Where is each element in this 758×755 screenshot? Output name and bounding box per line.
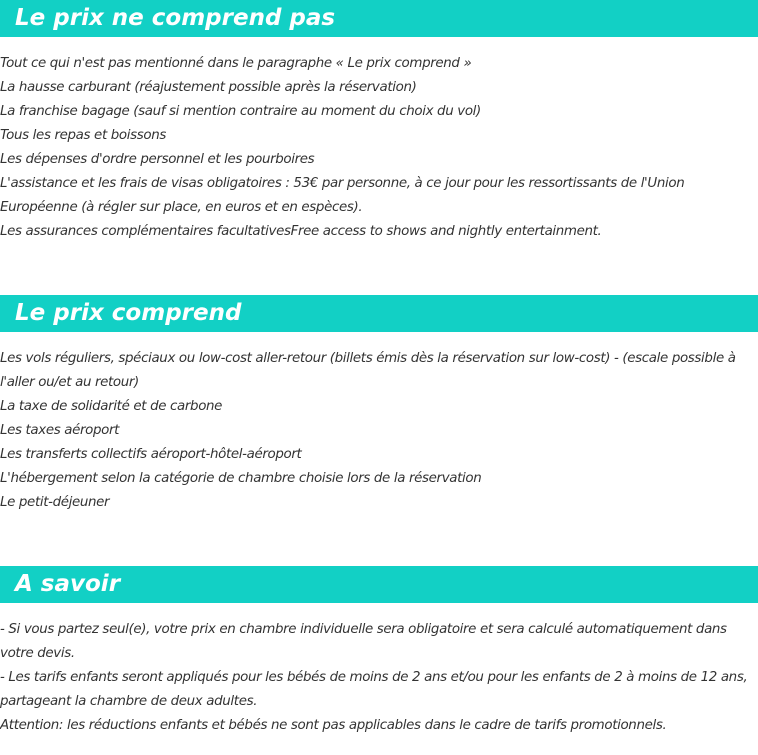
list-item: Les transferts collectifs aéroport-hôtel-aéroport [0, 447, 302, 462]
list-item: La taxe de solidarité et de carbone [0, 399, 223, 414]
section-body [0, 618, 758, 738]
list-item: La hausse carburant (réajustement possible après la réservation) [0, 80, 417, 95]
list-item: L'assistance et les frais de visas obligatoires : 53€ par personne, à ce jour pour les ressortissants de l'Union Européenne (à régler sur place, en euros et en espèces). [0, 176, 685, 215]
list-item: Les vols réguliers, spéciaux ou low-cost aller-retour (billets émis dès la réservation sur low-cost) - (escale possible à l'aller ou/et au retour) [0, 351, 736, 390]
list-item: Attention: les réductions enfants et bébés ne sont pas applicables dans le cadre de tarifs promotionnels. [0, 718, 667, 733]
list-item: Le petit-déjeuner [0, 495, 110, 510]
list-item: Les dépenses d'ordre personnel et les pourboires [0, 152, 315, 167]
section-title: A savoir [0, 566, 758, 603]
section-body [0, 347, 758, 515]
section-title: Le prix comprend [0, 295, 758, 332]
list-item: La franchise bagage (sauf si mention contraire au moment du choix du vol) [0, 104, 481, 119]
list-item: Les taxes aéroport [0, 423, 120, 438]
list-item: L'hébergement selon la catégorie de chambre choisie lors de la réservation [0, 471, 482, 486]
list-item: - Si vous partez seul(e), votre prix en chambre individuelle sera obligatoire et sera calculé automatiquement dans votre devis. [0, 622, 727, 661]
list-item: - Les tarifs enfants seront appliqués pour les bébés de moins de 2 ans et/ou pour les enfants de 2 à moins de 12 ans, partageant la chambre de deux adultes. [0, 670, 748, 709]
section-good-to-know [0, 566, 758, 738]
list-item: Tout ce qui n'est pas mentionné dans le paragraphe « Le prix comprend » [0, 56, 472, 71]
section-title: Le prix ne comprend pas [0, 0, 758, 37]
section-body [0, 52, 758, 244]
section-included [0, 295, 758, 515]
list-item: Tous les repas et boissons [0, 128, 166, 143]
list-item: Les assurances complémentaires facultativesFree access to shows and nightly entertainment. [0, 224, 602, 239]
section-not-included [0, 0, 758, 244]
